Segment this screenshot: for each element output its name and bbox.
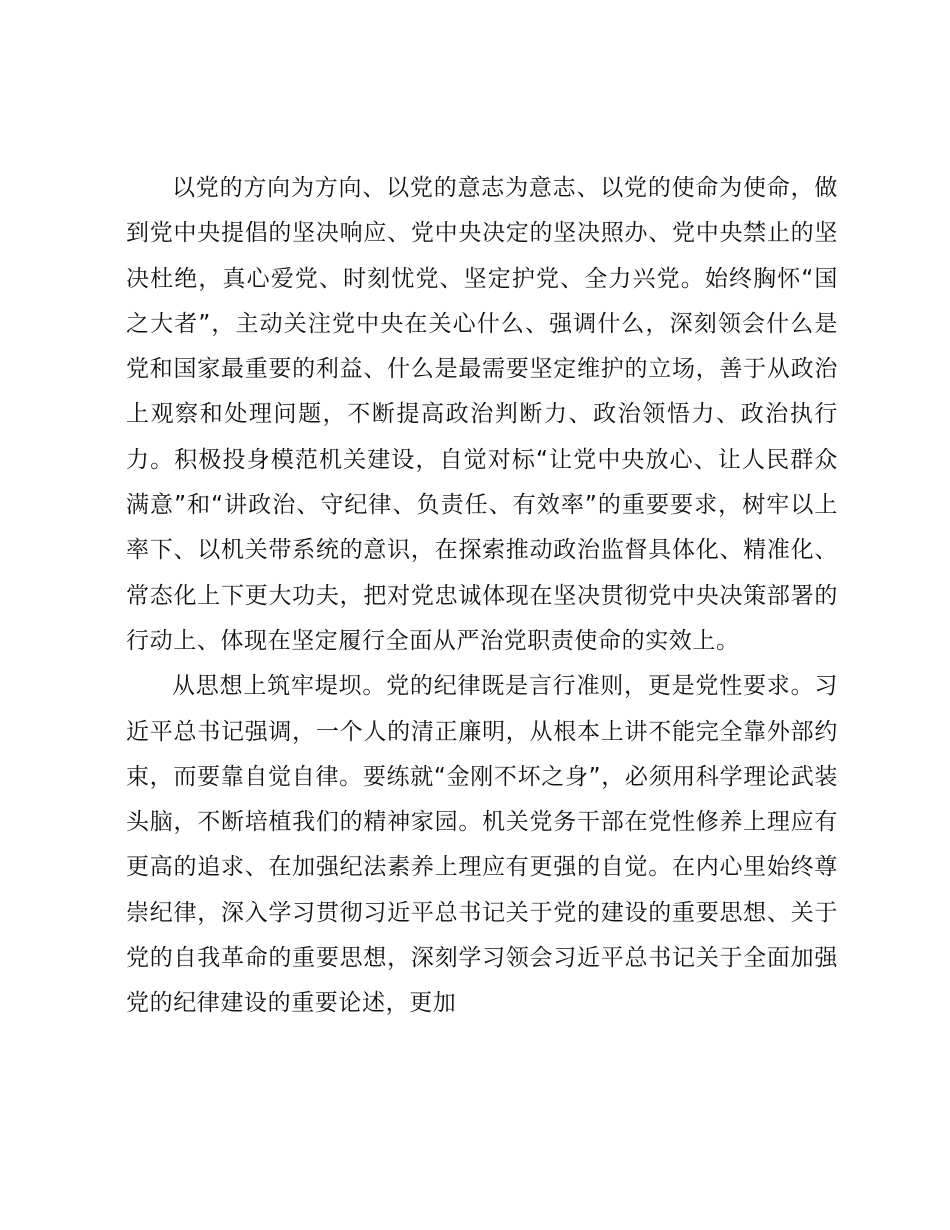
document-body [126, 166, 838, 1027]
paragraph-2: 从思想上筑牢堤坝。党的纪律既是言行准则，更是党性要求。习近平总书记强调，一个人的清正廉明，从根本上讲不能完全靠外部约束，而要靠自觉自律。要练就“金刚不坏之身”，必须用科学理论武装头脑，不断培植我们的精神家园。机关党务干部在党性修养上理应有更高的追求、在加强纪法素养上理应有更强的自觉。在内心里始终尊崇纪律，深入学习贯彻习近平总书记关于党的建设的重要思想、关于党的自我革命的重要思想，深刻学习领会习近平总书记关于全面加强党的纪律建设的重要论述，更加 [126, 673, 838, 1017]
paragraph-1: 以党的方向为方向、以党的意志为意志、以党的使命为使命，做到党中央提倡的坚决响应、党中央决定的坚决照办、党中央禁止的坚决杜绝，真心爱党、时刻忧党、坚定护党、全力兴党。始终胸怀“国之大者”，主动关注党中央在关心什么、强调什么，深刻领会什么是党和国家最重要的利益、什么是最需要坚定维护的立场，善于从政治上观察和处理问题，不断提高政治判断力、政治领悟力、政治执行力。积极投身模范机关建设，自觉对标“让党中央放心、让人民群众满意”和“讲政治、守纪律、负责任、有效率”的重要要求，树牢以上率下、以机关带系统的意识，在探索推动政治监督具体化、精准化、常态化上下更大功夫，把对党忠诚体现在坚决贯彻党中央决策部署的行动上、体现在坚定履行全面从严治党职责使命的实效上。 [126, 175, 838, 654]
